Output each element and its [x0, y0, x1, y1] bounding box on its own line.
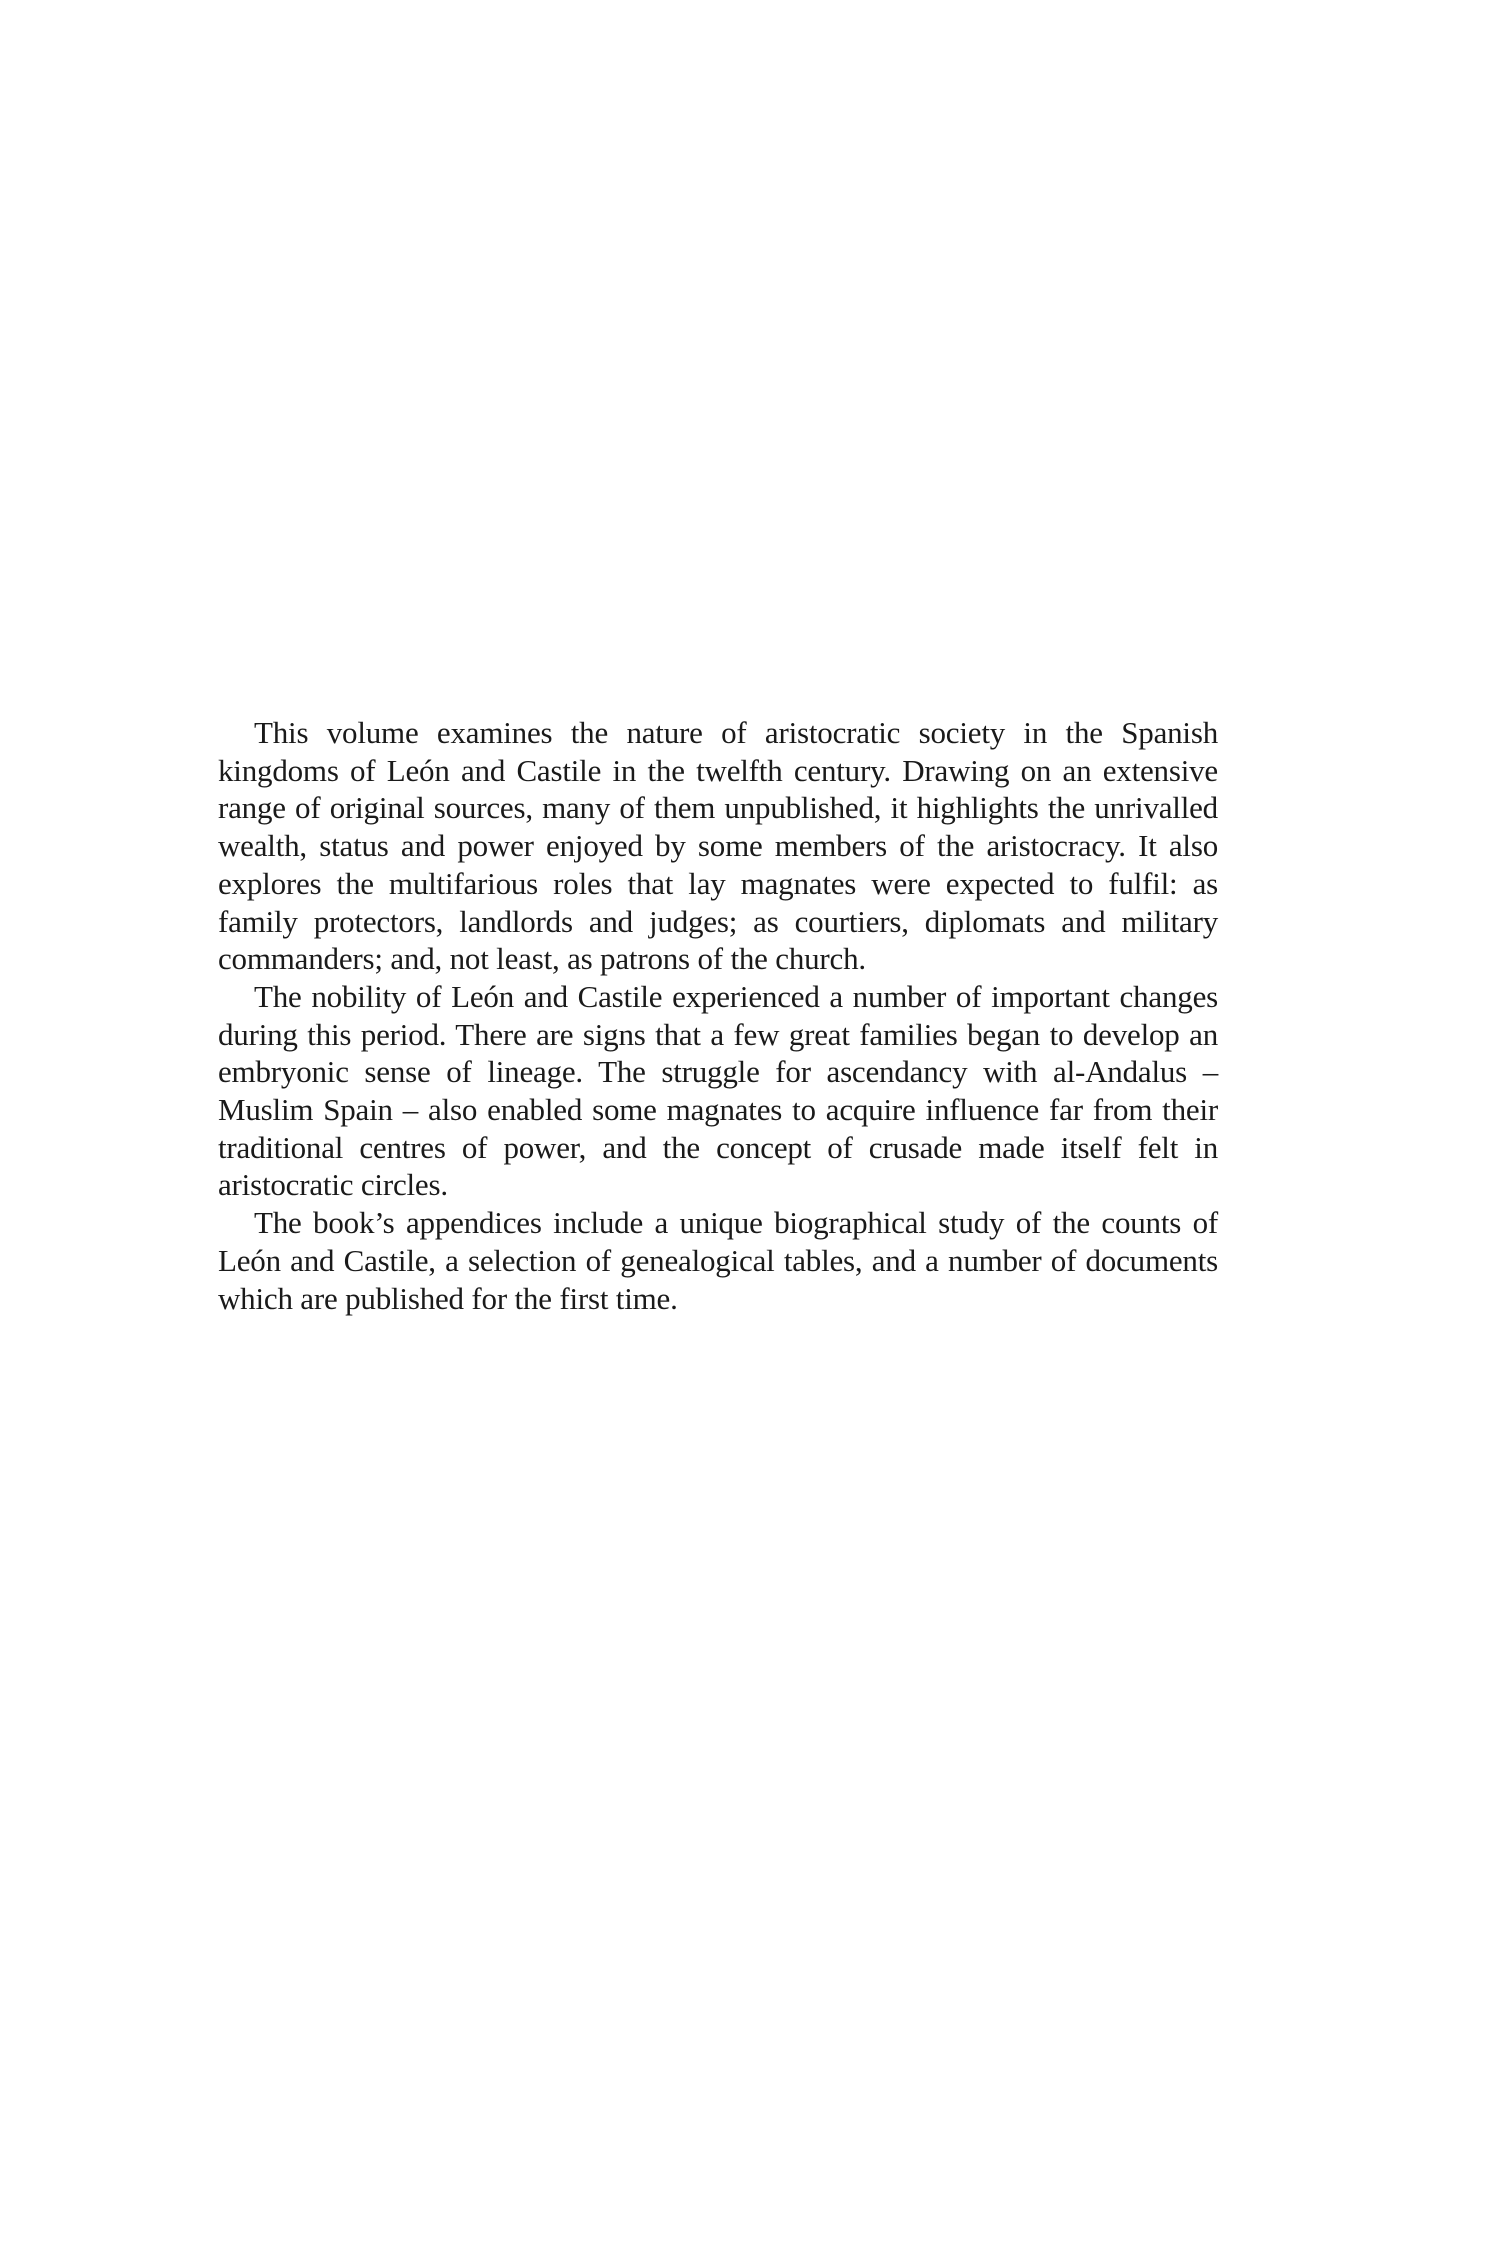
blurb-paragraph-1: This volume examines the nature of aristocratic society in the Spanish kingdoms of León and Castile in the twelfth century. Drawing on an extensive range of original sources, many of them unpublished, it highlights the unrivalled wealth, status and power enjoyed by some members of the aristocracy. It also explores the multifarious roles that lay magnates were expected to fulfil: as family protectors, landlords and judges; as courtiers, diplomats and military commanders; and, not least, as patrons of the church. [218, 715, 1218, 977]
blurb-text-block [218, 714, 1218, 1317]
blurb-paragraph-2: The nobility of León and Castile experienced a number of important changes during this period. There are signs that a few great families began to develop an embryonic sense of lineage. The struggle for ascendancy with al-Andalus – Muslim Spain – also enabled some magnates to acquire influence far from their traditional centres of power, and the concept of crusade made itself felt in aristocratic circles. [218, 978, 1218, 1203]
blurb-paragraph-3: The book’s appendices include a unique biographical study of the counts of León and Castile, a selection of genealogical tables, and a number of documents which are published for the first time. [218, 1205, 1218, 1316]
